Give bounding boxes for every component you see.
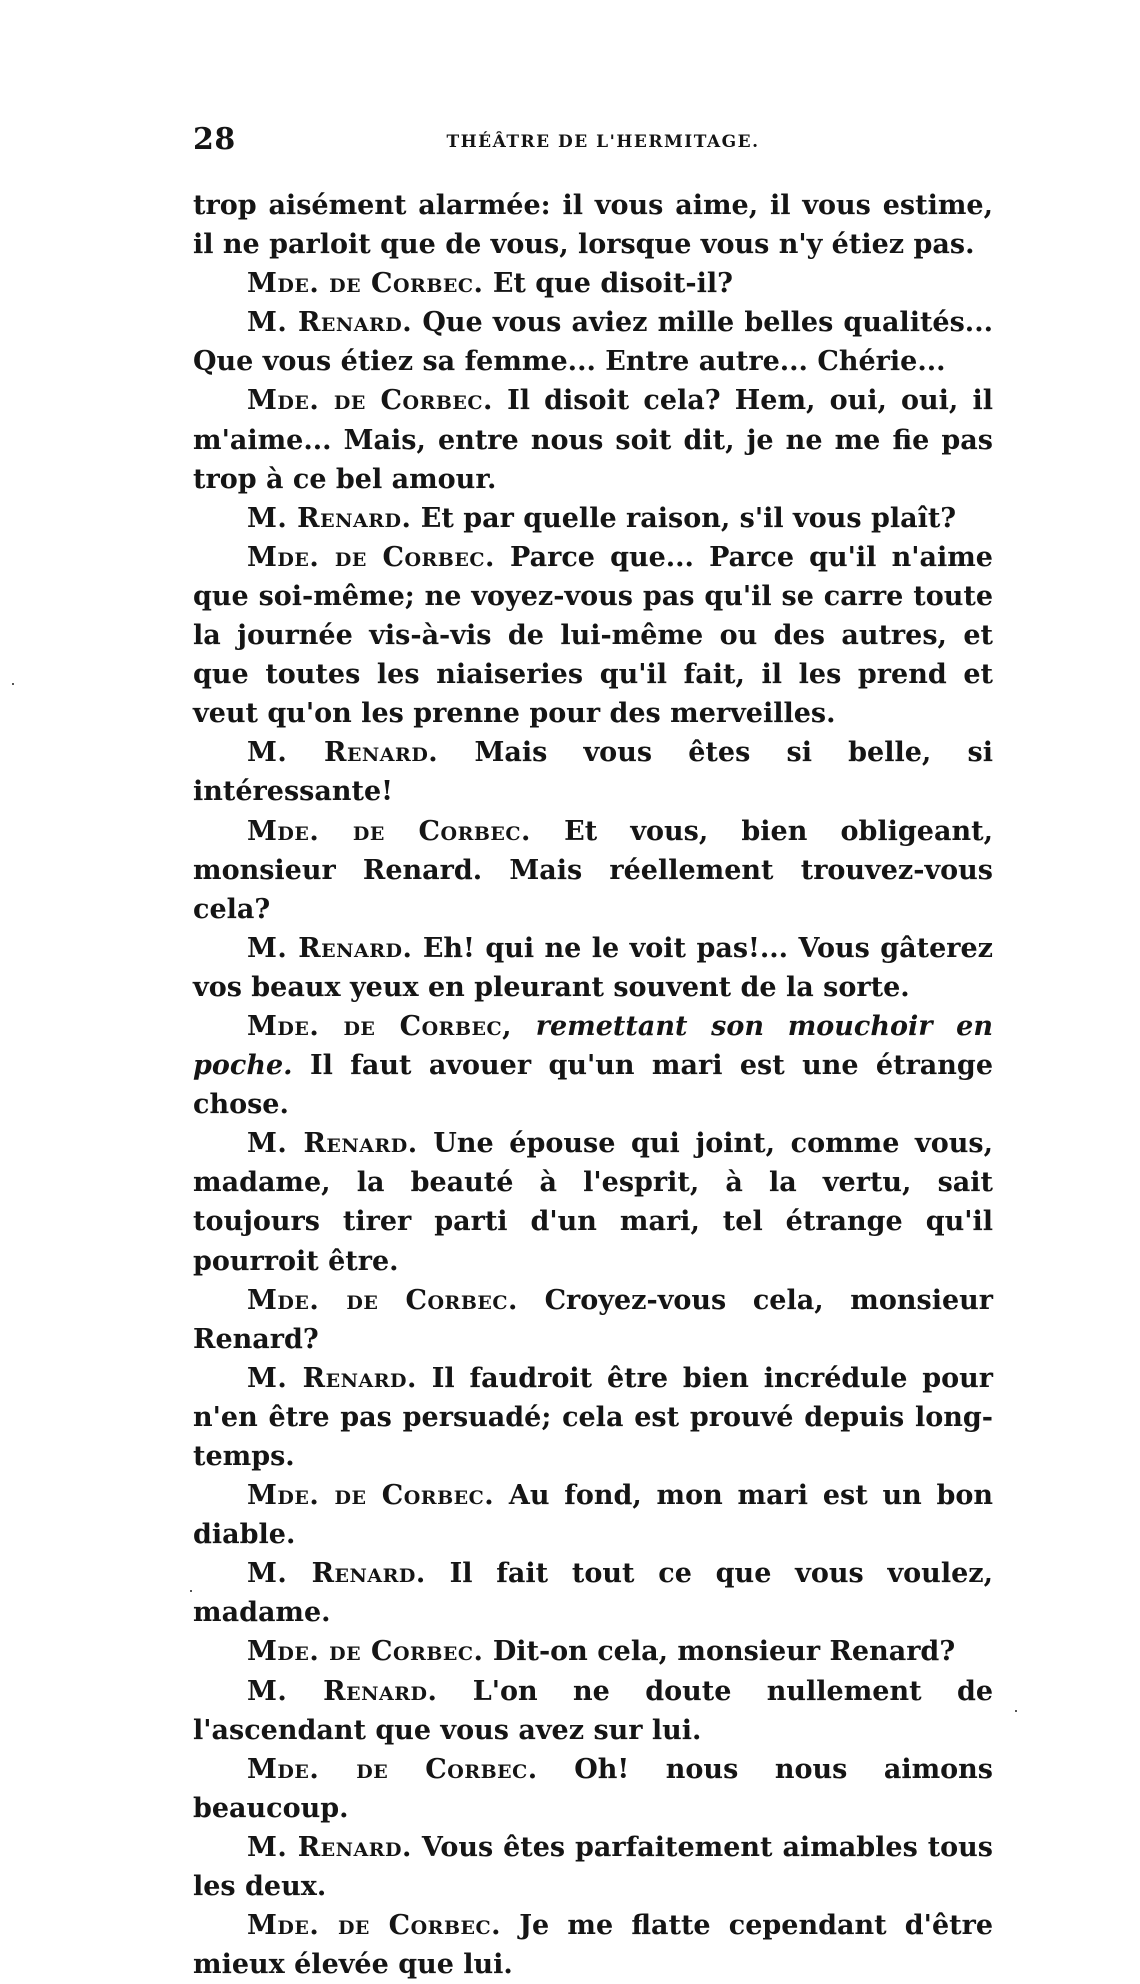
speaker-name: Mde. de Corbec. — [247, 1480, 495, 1512]
paragraph-text: Au fond, mon mari est un bon diable. — [193, 1480, 993, 1551]
speaker-name: Mde. de Corbec. — [247, 1910, 502, 1942]
paragraph-text: Une épouse qui joint, comme vous, madame, la beauté à l'esprit, à la vertu, sait toujours tirer parti d'un mari, tel étrange qu'il pourroit être. — [193, 1128, 993, 1277]
paragraph — [193, 1007, 993, 1124]
speaker-name: M. Renard. — [247, 1831, 412, 1863]
paragraph — [193, 1632, 993, 1671]
paragraph — [193, 1476, 993, 1554]
paragraph — [193, 264, 993, 303]
paragraph-text: Il fait tout ce que vous voulez, madame. — [193, 1558, 993, 1629]
paragraph — [193, 381, 993, 498]
speaker-name: M. Renard. — [247, 1128, 418, 1160]
paragraph-text: Il disoit cela? Hem, oui, oui, il m'aime... Mais, entre nous soit dit, je ne me fie pas trop à ce bel amour. — [193, 385, 994, 495]
page-number: 28 — [193, 122, 236, 157]
paragraph — [193, 303, 993, 381]
paragraph-text: Parce que... Parce qu'il n'aime que soi-même; ne voyez-vous pas qu'il se carre toute la journée vis-à-vis de lui-même ou des autres, et que toutes les niaiseries qu'il fait, il les prend et veut qu'on les prenne pour des merveilles. — [193, 541, 993, 730]
paragraph — [193, 1124, 993, 1280]
speaker-name: Mde. de Corbec. — [247, 815, 531, 847]
paragraph — [193, 1750, 993, 1828]
running-title: THÉÂTRE DE L'HERMITAGE. — [446, 132, 760, 152]
paragraph-text: trop aisément alarmée: il vous aime, il vous estime, il ne parloit que de vous, lorsque vous n'y étiez pas. — [193, 190, 993, 261]
stage-direction: remettant son mouchoir en poche. — [193, 1010, 993, 1082]
speaker-name: M. Renard. — [247, 307, 413, 339]
scan-speck — [1015, 1710, 1017, 1712]
scan-speck — [12, 683, 14, 685]
speaker-name: M. Renard. — [247, 1675, 438, 1707]
speaker-name: Mde. de Corbec. — [247, 385, 493, 417]
speaker-name: M. Renard. — [247, 502, 412, 534]
paragraph-text: Et vous, bien obligeant, monsieur Renard. Mais réellement trouvez-vous cela? — [193, 815, 993, 925]
speaker-name: Mde. de Corbec. — [247, 1284, 518, 1316]
paragraph-text: Mais vous êtes si belle, si intéressante! — [193, 737, 993, 808]
paragraph — [193, 1906, 993, 1984]
paragraph-text: Je me flatte cependant d'être mieux élevée que lui. — [193, 1910, 993, 1981]
paragraph — [193, 1359, 993, 1476]
speaker-name: M. Renard. — [247, 932, 413, 964]
speaker-name: Mde. de Corbec. — [247, 541, 495, 573]
scan-speck — [190, 1590, 192, 1592]
speaker-name: Mde. de Corbec. — [247, 268, 484, 300]
paragraph — [193, 1828, 993, 1906]
page-header — [193, 122, 993, 162]
speaker-name: Mde. de Corbec, — [247, 1010, 513, 1042]
paragraph — [193, 499, 993, 538]
paragraph — [193, 929, 993, 1007]
speaker-name: Mde. de Corbec. — [247, 1753, 538, 1785]
paragraph-text: Oh! nous nous aimons beaucoup. — [193, 1753, 993, 1824]
paragraph-text: Il faudroit être bien incrédule pour n'en être pas persuadé; cela est prouvé depuis long-temps. — [193, 1362, 993, 1472]
speaker-name: M. Renard. — [247, 1362, 417, 1394]
paragraph — [193, 1672, 993, 1750]
paragraph-text: Croyez-vous cela, monsieur Renard? — [193, 1284, 993, 1355]
paragraph — [193, 812, 993, 929]
speaker-name: Mde. de Corbec. — [247, 1636, 484, 1668]
paragraph-text: L'on ne doute nullement de l'ascendant que vous avez sur lui. — [193, 1675, 994, 1746]
paragraph-text: Il faut avouer qu'un mari est une étrange chose. — [193, 1050, 993, 1121]
paragraph-text: Vous êtes parfaitement aimables tous les deux. — [193, 1831, 994, 1903]
paragraph — [193, 1554, 993, 1632]
paragraph — [193, 538, 993, 733]
speaker-name: M. Renard. — [247, 737, 439, 769]
paragraph-text: Dit-on cela, monsieur Renard? — [492, 1636, 956, 1668]
dialogue-body — [193, 186, 993, 1984]
paragraph-text: Et par quelle raison, s'il vous plaît? — [420, 502, 957, 534]
paragraph — [193, 186, 993, 264]
paragraph-text: Eh! qui ne le voit pas!... Vous gâterez vos beaux yeux en pleurant souvent de la sorte. — [193, 932, 993, 1003]
paragraph — [193, 733, 993, 811]
speaker-name: M. Renard. — [247, 1558, 426, 1590]
paragraph-text: Et que disoit-il? — [492, 268, 733, 300]
paragraph — [193, 1281, 993, 1359]
paragraph-text: Que vous aviez mille belles qualités... Que vous étiez sa femme... Entre autre... Chérie... — [193, 307, 993, 378]
